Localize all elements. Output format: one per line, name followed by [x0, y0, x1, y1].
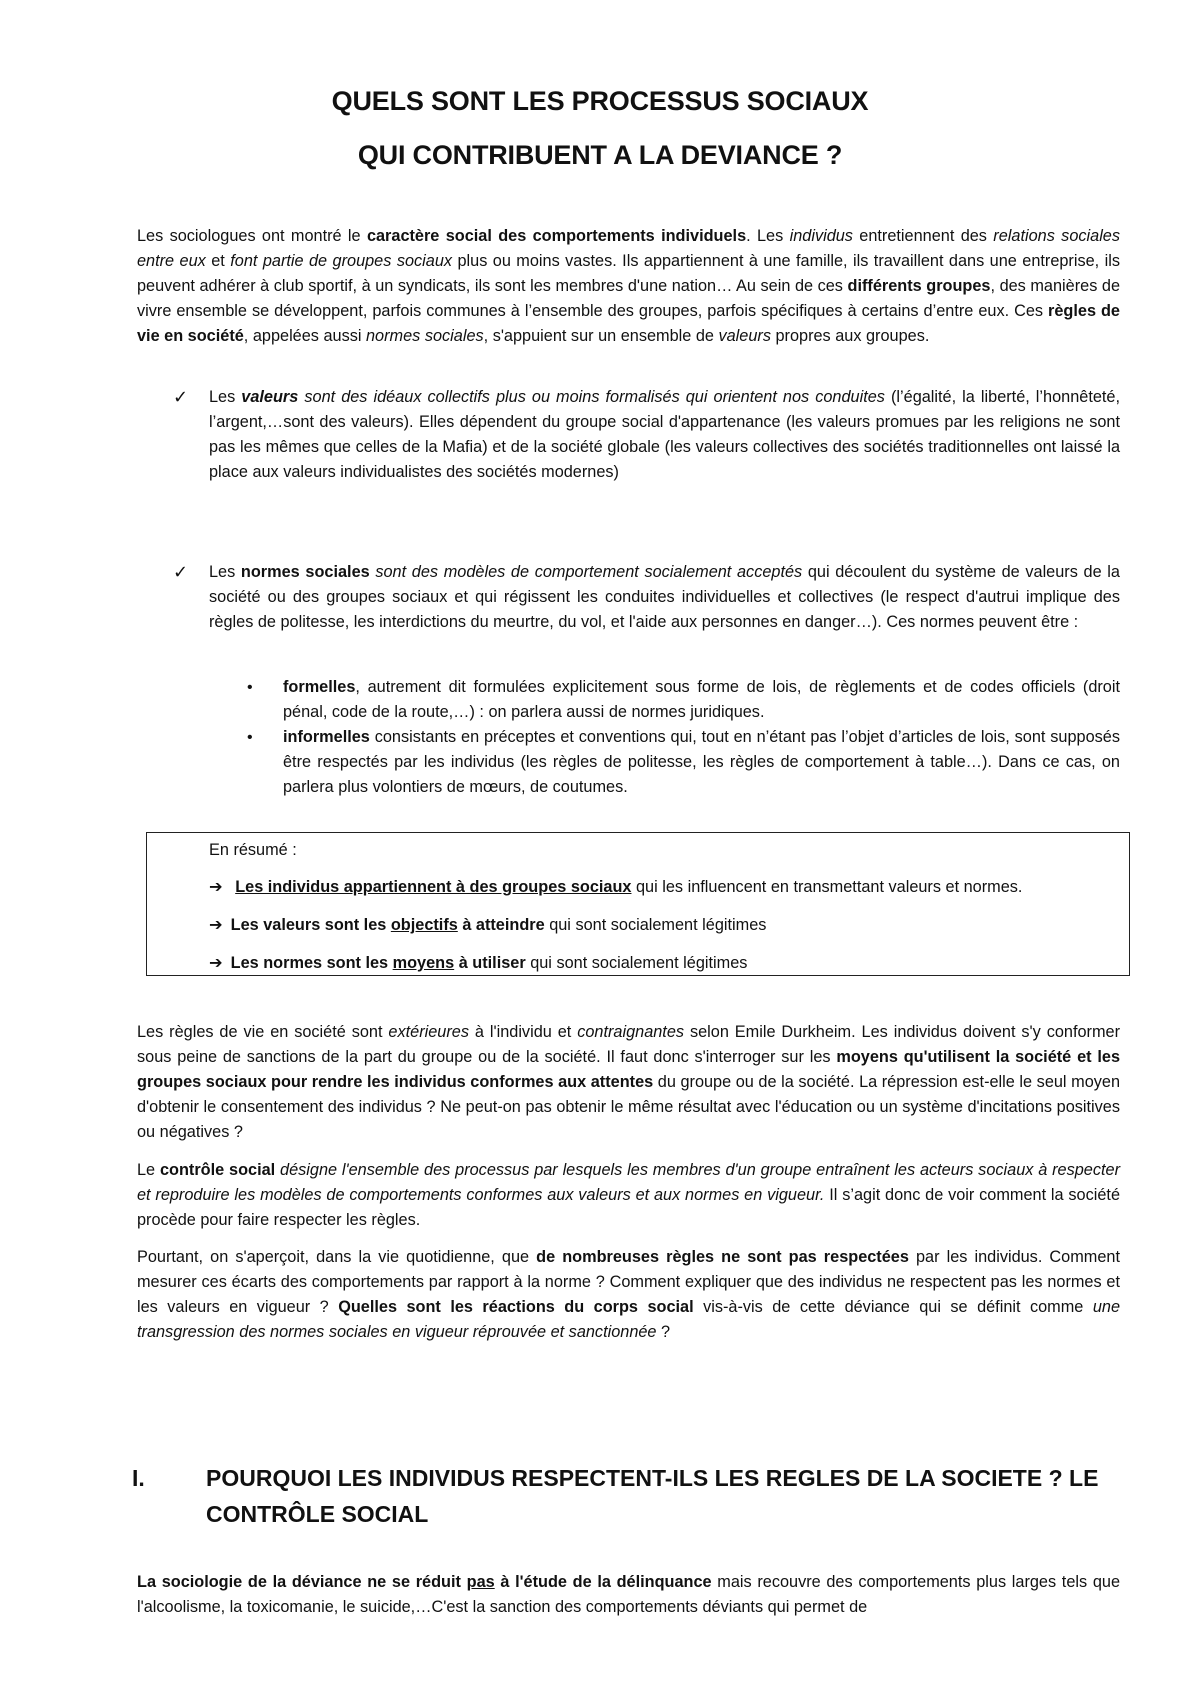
page-title-line-2: QUI CONTRIBUENT A LA DEVIANCE ? — [357, 140, 843, 170]
summary-line-2: ➔ Les valeurs sont les objectifs à atteindre qui sont socialement légitimes — [209, 916, 767, 934]
arrow-right-icon: ➔ — [209, 916, 223, 934]
bullet-dot-icon: • — [247, 729, 253, 746]
values-bullet: Les valeurs sont des idéaux collectifs plus ou moins formalisés qui orientent nos conduites (l’égalité, la liberté, l’honnêteté, l’argent,…sont des valeurs). Elles dépendent du groupe social d'appartenance (les valeurs promues par les religions ne sont pas les mêmes que celles de la Mafia) et de la société globale (les valeurs collectives des sociétés traditionnelles ont laissé la place aux valeurs individualistes des sociétés modernes) — [209, 388, 1121, 481]
norms-bullet: Les normes sociales sont des modèles de comportement socialement acceptés qui découlent du système de valeurs de la société ou des groupes sociaux et qui régissent les conduites individuelles et collectives (le respect d'autrui implique des règles de politesse, les interdictions du meurtre, du vol, et l'aide aux personnes en danger…). Ces normes peuvent être : — [209, 563, 1120, 631]
summary-line-3: ➔ Les normes sont les moyens à utiliser qui sont socialement légitimes — [209, 954, 748, 972]
check-icon: ✓ — [173, 562, 189, 582]
formal-norms-item: formelles, autrement dit formulées explicitement sous forme de lois, de règlements et de codes officiels (droit pénal, code de la route,…) : on parlera aussi de normes juridiques. — [283, 678, 1120, 721]
bullet-dot-icon: • — [247, 679, 253, 696]
sociology-paragraph: La sociologie de la déviance ne se réduit pas à l'étude de la délinquance mais recouvre des comportements plus larges tels que l'alcoolisme, la toxicomanie, le suicide,…C'est la sanction des comportements déviants qui permet de — [137, 1573, 1120, 1616]
arrow-right-icon: ➔ — [209, 878, 223, 896]
informal-norms-item: informelles consistants en préceptes et conventions qui, tout en n’étant pas l’objet d’articles de lois, sont supposés être respectés par les individus (les règles de politesse, les règles de comportement à table…). Dans ce cas, on parlera plus volontiers de mœurs, de coutumes. — [283, 728, 1120, 796]
summary-box — [146, 832, 1130, 976]
arrow-right-icon: ➔ — [209, 954, 223, 972]
section-heading: POURQUOI LES INDIVIDUS RESPECTENT-ILS LES REGLES DE LA SOCIETE ? LE CONTRÔLE SOCIAL — [206, 1465, 1099, 1527]
deviance-paragraph: Pourtant, on s'aperçoit, dans la vie quotidienne, que de nombreuses règles ne sont pas respectées par les individus. Comment mesurer ces écarts des comportements par rapport à la norme ? Comment expliquer que des individus ne respectent pas les normes et les valeurs en vigueur ? Quelles sont les réactions du corps social vis-à-vis de cette déviance qui se définit comme une transgression des normes sociales en vigueur réprouvée et sanctionnée ? — [137, 1248, 1120, 1341]
section-number: I. — [132, 1465, 145, 1491]
rules-paragraph: Les règles de vie en société sont extérieures à l'individu et contraignantes selon Emile Durkheim. Les individus doivent s'y conformer sous peine de sanctions de la part du groupe ou de la société. Il faut donc s'interroger sur les moyens qu'utilisent la société et les groupes sociaux pour rendre les individus conformes aux attentes du groupe ou de la société. La répression est-elle le seul moyen d'obtenir le consentement des individus ? Ne peut-on pas obtenir le même résultat avec l'éducation ou un système d'incitations positives ou négatives ? — [137, 1023, 1120, 1141]
check-icon: ✓ — [173, 387, 189, 407]
summary-title: En résumé : — [209, 841, 297, 859]
page-title-line-1: QUELS SONT LES PROCESSUS SOCIAUX — [331, 86, 869, 116]
social-control-paragraph: Le contrôle social désigne l'ensemble des processus par lesquels les membres d'un groupe entraînent les acteurs sociaux à respecter et reproduire les modèles de comportements conformes aux valeurs et aux normes en vigueur. Il s’agit donc de voir comment la société procède pour faire respecter les règles. — [137, 1161, 1120, 1229]
intro-paragraph: Les sociologues ont montré le caractère social des comportements individuels. Les individus entretiennent des relations sociales entre eux et font partie de groupes sociaux plus ou moins vastes. Ils appartiennent à une famille, ils travaillent dans une entreprise, ils peuvent adhérer à club sportif, à un syndicats, ils sont les membres d'une nation… Au sein de ces différents groupes, des manières de vivre ensemble se développent, parfois communes à l’ensemble des groupes, parfois spécifiques à certains d’entre eux. Ces règles de vie en société, appelées aussi normes sociales, s'appuient sur un ensemble de valeurs propres aux groupes. — [137, 227, 1121, 345]
summary-line-1: ➔ Les individus appartiennent à des groupes sociaux qui les influencent en transmettant valeurs et normes. — [209, 878, 1023, 896]
